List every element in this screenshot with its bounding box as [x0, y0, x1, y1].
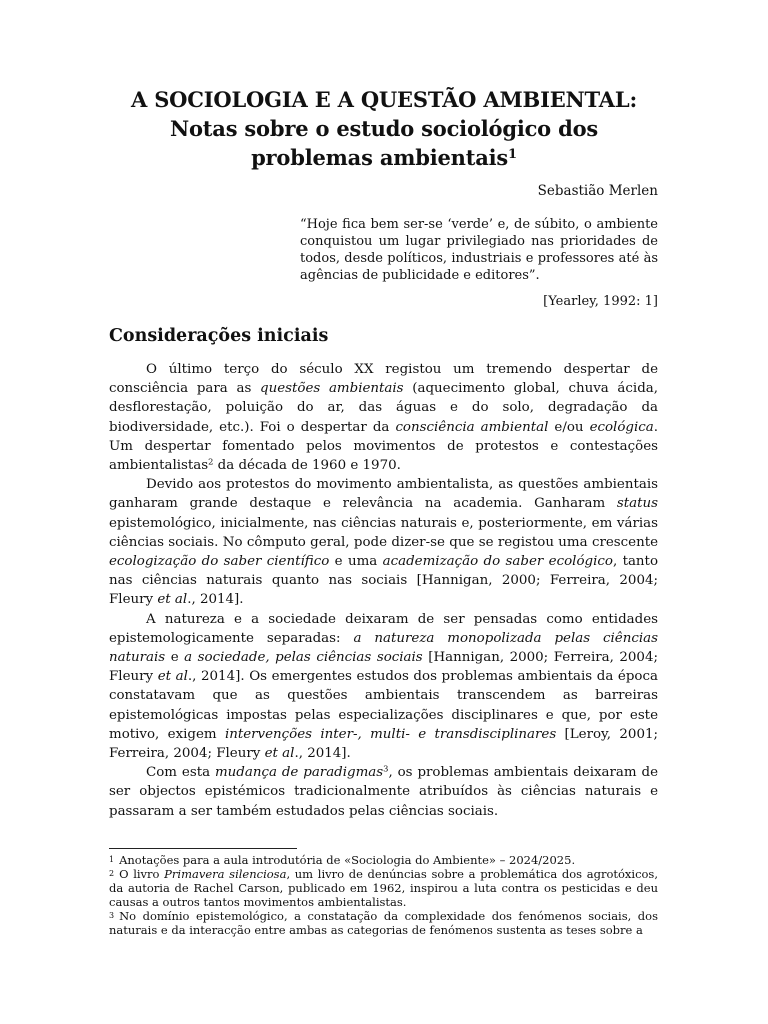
italic-term: a natureza monopolizada pelas ciências naturais — [109, 630, 658, 666]
author-name: Sebastião Merlen — [537, 183, 658, 199]
footnote-3-mark: 3 — [109, 911, 115, 920]
text-run: e/ou — [548, 419, 590, 435]
italic-term: Primavera silenciosa — [164, 867, 287, 881]
italic-term: ecológica — [589, 419, 654, 435]
text-run: ., 2014]. — [187, 592, 244, 608]
title-line-2: Notas sobre o estudo sociológico dos — [169, 116, 599, 141]
italic-term: et al — [264, 746, 295, 762]
text-run: (aquecimento global, chuva ácida, desflorestação, poluição do ar, das águas e do solo, degradação da biodiversidade, etc.). Foi o despertar da — [109, 381, 659, 435]
paragraph-4 — [109, 763, 658, 821]
title-line-3 — [100, 143, 668, 172]
text-run: [Hannigan, 2000; Ferreira, 2004; Fleury — [109, 650, 658, 685]
document-title — [100, 85, 668, 172]
italic-term: mudança de paradigmas — [214, 765, 384, 781]
footnote-3 — [109, 909, 658, 937]
title-line-3-text: problemas ambientais — [251, 145, 509, 170]
text-run: , tanto nas ciências naturais quanto nas sociais [Hannigan, 2000; Ferreira, 2004; Fleury — [109, 554, 659, 608]
body-text — [109, 360, 658, 821]
text-run: ., 2014]. — [294, 746, 351, 762]
text-run: da década de 1960 e 1970. — [213, 458, 401, 474]
paragraph-3 — [109, 610, 658, 764]
text-run: . Um despertar fomentado pelos movimentos de protestos e contestações ambientalistas — [109, 419, 658, 474]
footnote-3-text: No domínio epistemológico, a constatação da complexidade dos fenómenos sociais, dos naturais e da interacção entre ambas as categorias de fenómenos sustenta as teses sobre a — [109, 909, 658, 937]
italic-term: questões ambientais — [260, 381, 404, 397]
italic-term: status — [616, 496, 658, 512]
text-run: [Leroy, 2001; Ferreira, 2004; Fleury — [109, 726, 658, 762]
title-line-1: A SOCIOLOGIA E A QUESTÃO AMBIENTAL: — [131, 87, 637, 112]
italic-term: et al — [157, 669, 188, 685]
text-run: O último terço do século XX registou um tremendo despertar de consciência para as — [109, 362, 658, 397]
footnote-ref-3[interactable]: 3 — [383, 763, 389, 774]
text-run: O livro — [119, 867, 165, 881]
text-run: epistemológico, inicialmente, nas ciências naturais e, posteriormente, em várias ciências sociais. No cômputo geral, pode dizer-se que se registou uma crescente — [109, 515, 658, 550]
footnote-1-text: Anotações para a aula introdutória de «Sociologia do Ambiente» – 2024/2025. — [119, 853, 576, 867]
text-run: , os problemas ambientais deixaram de ser objectos epistémicos tradicionalmente atribuídos às ciências naturais e passaram a ser também estudados pelas ciências sociais. — [109, 765, 658, 819]
footnote-ref-2[interactable]: 2 — [208, 456, 214, 467]
italic-term: ecologização do saber científico — [109, 554, 330, 570]
italic-term: academização do saber ecológico — [382, 554, 613, 570]
footnote-2-mark: 2 — [109, 869, 115, 878]
text-run: e uma — [329, 554, 383, 570]
text-run: A natureza e a sociedade deixaram de ser pensadas como entidades epistemologicamente separadas: — [109, 611, 658, 646]
footnote-1 — [109, 853, 658, 867]
footnote-ref-1[interactable]: 1 — [508, 146, 517, 162]
footnote-separator — [109, 848, 297, 849]
section-heading: Considerações iniciais — [109, 326, 329, 346]
italic-term: intervenções inter-, multi- e transdisciplinares — [224, 726, 557, 742]
italic-term: consciência ambiental — [395, 419, 549, 435]
footnote-1-mark: 1 — [109, 855, 115, 864]
footnotes — [109, 853, 658, 937]
text-run: e — [165, 650, 185, 666]
italic-term: a sociedade, pelas ciências sociais — [184, 650, 423, 666]
epigraph-source: [Yearley, 1992: 1] — [543, 294, 658, 309]
text-run: ., 2014]. Os emergentes estudos dos problemas ambientais da época constatavam que as questões ambientais transcendem as barreiras epistemológicas impostas pelas especializações disciplinares e que, por este motivo, exigem — [109, 669, 658, 742]
epigraph-quote: “Hoje fica bem ser-se ‘verde’ e, de súbito, o ambiente conquistou um lugar privilegiado nas prioridades de todos, desde políticos, industriais e professores até às agências de publicidade e editores”. — [300, 217, 658, 283]
text-run: Devido aos protestos do movimento ambientalista, as questões ambientais ganharam grande destaque e relevância na academia. Ganharam — [109, 477, 658, 512]
italic-term: et al — [157, 592, 188, 608]
paragraph-1 — [109, 360, 658, 475]
paragraph-2 — [109, 475, 658, 609]
footnote-2 — [109, 867, 658, 909]
text-run: Com esta — [146, 765, 215, 781]
text-run: , um livro de denúncias sobre a problemática dos agrotóxicos, da autoria de Rachel Carson, publicado em 1962, inspirou a luta contra os pesticidas e deu causas a outros tantos movimentos ambientalistas. — [109, 867, 658, 909]
